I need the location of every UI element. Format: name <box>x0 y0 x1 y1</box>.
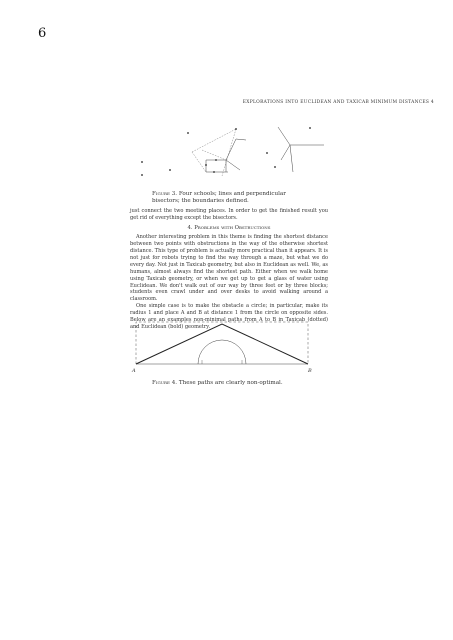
body-text <box>130 208 328 331</box>
circle-obstacle <box>198 340 246 364</box>
taxicab-path <box>136 322 308 364</box>
figure-3-caption <box>152 191 312 205</box>
page-number: 6 <box>38 26 47 41</box>
section-heading: 4. Problems with Obstructions <box>187 224 271 231</box>
school-point <box>266 152 268 154</box>
connecting-line <box>202 150 226 160</box>
figure-3-diagram <box>130 112 330 188</box>
running-head: EXPLORATIONS INTO EUCLIDEAN AND TAXICAB MINIMUM DISTANCES 4 <box>242 100 434 105</box>
bisector-line <box>290 145 293 172</box>
school-point <box>235 128 237 130</box>
school-point <box>215 159 217 161</box>
school-point <box>213 171 215 173</box>
bisector-line <box>226 160 240 170</box>
figure-4-caption-text: These paths are clearly non-optimal. <box>178 380 283 386</box>
bisector-line <box>236 139 246 140</box>
point-a-label: A <box>132 368 136 374</box>
school-point <box>187 132 189 134</box>
figure-3-caption-text: Four schools; lines and perpendicular bisectors; the boundaries defined. <box>152 191 286 205</box>
figure-4-diagram <box>128 316 316 374</box>
paragraph: One simple case is to make the obstacle a circle; in particular, make its radius 1 and place A and B at distance 1 from the circle on opposite sides. Below are an examples non-minimal paths from A to B in Taxicab (dotted) and Euclidean (bold) geometry. <box>130 303 328 331</box>
connecting-line <box>192 152 206 172</box>
bisector-line <box>281 145 290 160</box>
paragraph: just connect the two meeting places. In order to get the finished result you get rid of everything except the bisectors. <box>130 208 328 221</box>
paragraph: Another interesting problem in this theme is finding the shortest distance between two points with obstructions in the way of the otherwise shortest distance. This type of problem is actually more practical than it appears. It is not just for robots trying to find the way through a maze, but what we do every day. Not just in Taxicab geometry, but also in Euclidean as well. We, as humans, almost always find the shortest path. Either when we walk home using Taxicab geometry, or when we get up to get a glass of water using Euclidean. We don't walk out of our way by three feet or by three blocks; students even crawl under and over desks to avoid walking around a classroom. <box>130 233 328 303</box>
school-point <box>309 127 311 129</box>
school-point <box>205 164 207 166</box>
bisector-line <box>278 127 290 145</box>
school-point <box>141 174 143 176</box>
school-point <box>274 166 276 168</box>
euclidean-path <box>136 324 308 364</box>
school-point <box>141 161 143 163</box>
figure-4-caption <box>152 380 322 387</box>
figure-4-label: Figure 4. <box>152 380 178 386</box>
connecting-line <box>192 129 236 152</box>
connecting-line <box>222 129 236 176</box>
point-b-label: B <box>308 368 312 374</box>
figure-3-label: Figure 3. <box>152 191 178 197</box>
school-point <box>169 169 171 171</box>
